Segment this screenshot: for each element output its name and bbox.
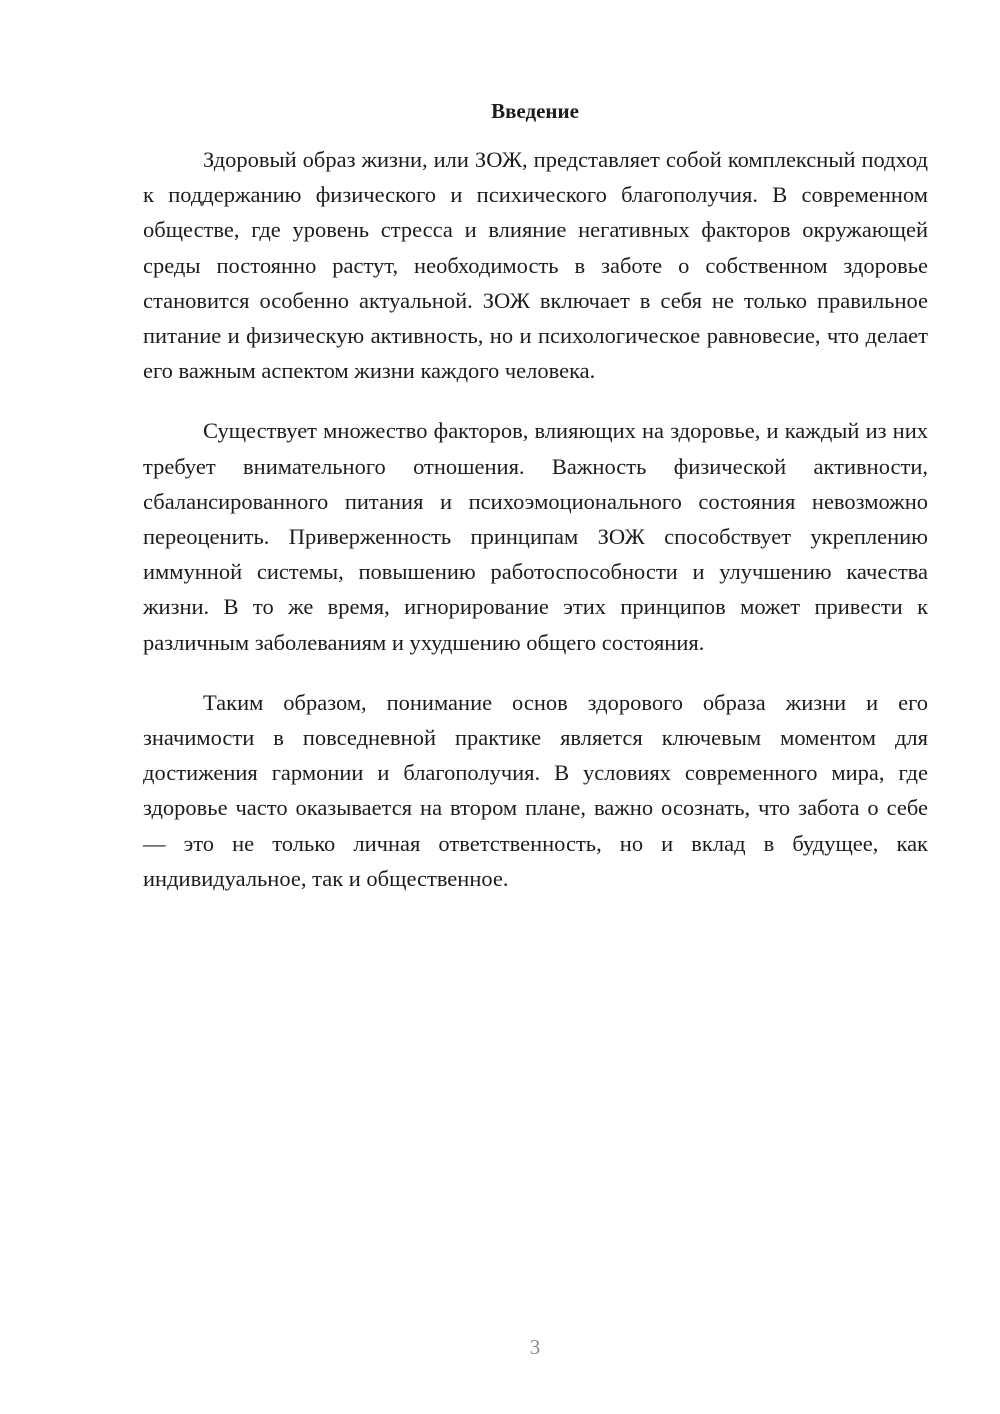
body-text [143, 142, 928, 921]
page-number: 3 [529, 1335, 541, 1359]
section-title: Введение [491, 99, 579, 123]
paragraph-3: Таким образом, понимание основ здорового образа жизни и его значимости в повседневной практике является ключевым моментом для достижения гармонии и благополучия. В условиях современного мира, где здоровье часто оказывается на втором плане, важно осознать, что забота о себе — это не только личная ответственность, но и вклад в будущее, как индивидуальное, так и общественное. [143, 689, 928, 891]
paragraph-2: Существует множество факторов, влияющих на здоровье, и каждый из них требует внимательного отношения. Важность физической активности, сбалансированного питания и психоэмоционального состояния невозможно переоценить. Приверженность принципам ЗОЖ способствует укреплению иммунной системы, повышению работоспособности и улучшению качества жизни. В то же время, игнорирование этих принципов может привести к различным заболеваниям и ухудшению общего состояния. [143, 418, 928, 655]
paragraph-1: Здоровый образ жизни, или ЗОЖ, представляет собой комплексный подход к поддержанию физического и психического благополучия. В современном обществе, где уровень стресса и влияние негативных факторов окружающей среды постоянно растут, необходимость в заботе о собственном здоровье становится особенно актуальной. ЗОЖ включает в себя не только правильное питание и физическую активность, но и психологическое равновесие, что делает его важным аспектом жизни каждого человека. [143, 147, 928, 384]
